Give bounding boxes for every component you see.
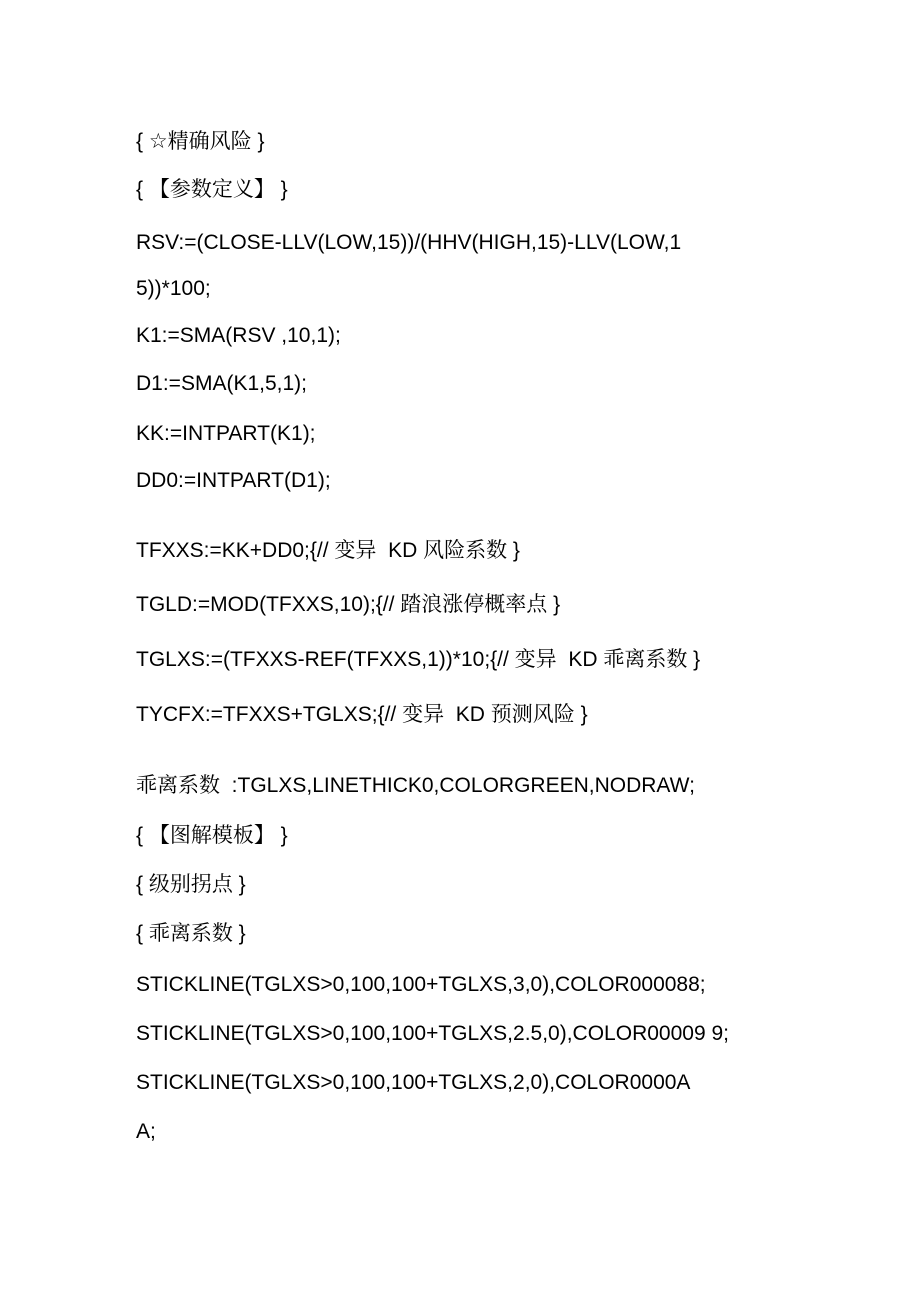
code-line-stickline-3: STICKLINE(TGLXS>0,100,100+TGLXS,2,0),COLOR0000A: [136, 1071, 691, 1094]
comment-level-inflection: { 级别拐点 }: [136, 873, 246, 896]
code-line-rsv-cont: 5))*100;: [136, 277, 211, 300]
code-line-rsv: RSV:=(CLOSE-LLV(LOW,15))/(HHV(HIGH,15)-LLV(LOW,1: [136, 231, 682, 254]
code-line-k1: K1:=SMA(RSV ,10,1);: [136, 324, 341, 347]
code-line-d1: D1:=SMA(K1,5,1);: [136, 372, 307, 395]
comment-section-template: { 【图解模板】 }: [136, 824, 288, 847]
code-line-stickline-3-cont: A;: [136, 1120, 156, 1143]
code-line-dd0: DD0:=INTPART(D1);: [136, 469, 331, 492]
code-line-tfxxs: TFXXS:=KK+DD0;{// 变异 KD 风险系数 }: [136, 539, 520, 562]
code-line-stickline-2: STICKLINE(TGLXS>0,100,100+TGLXS,2.5,0),COLOR00009 9;: [136, 1022, 729, 1045]
code-line-tglxs: TGLXS:=(TFXXS-REF(TFXXS,1))*10;{// 变异 KD 乖离系数 }: [136, 648, 701, 671]
code-line-output: 乖离系数 :TGLXS,LINETHICK0,COLORGREEN,NODRAW;: [136, 774, 695, 797]
comment-deviation: { 乖离系数 }: [136, 922, 246, 945]
code-line-tycfx: TYCFX:=TFXXS+TGLXS;{// 变异 KD 预测风险 }: [136, 703, 588, 726]
comment-section-params: { 【参数定义】 }: [136, 178, 288, 201]
code-line-tgld: TGLD:=MOD(TFXXS,10);{// 踏浪涨停概率点 }: [136, 593, 561, 616]
code-line-stickline-1: STICKLINE(TGLXS>0,100,100+TGLXS,3,0),COLOR000088;: [136, 973, 706, 996]
comment-title-line: { ☆精确风险 }: [136, 130, 265, 153]
code-line-kk: KK:=INTPART(K1);: [136, 422, 316, 445]
